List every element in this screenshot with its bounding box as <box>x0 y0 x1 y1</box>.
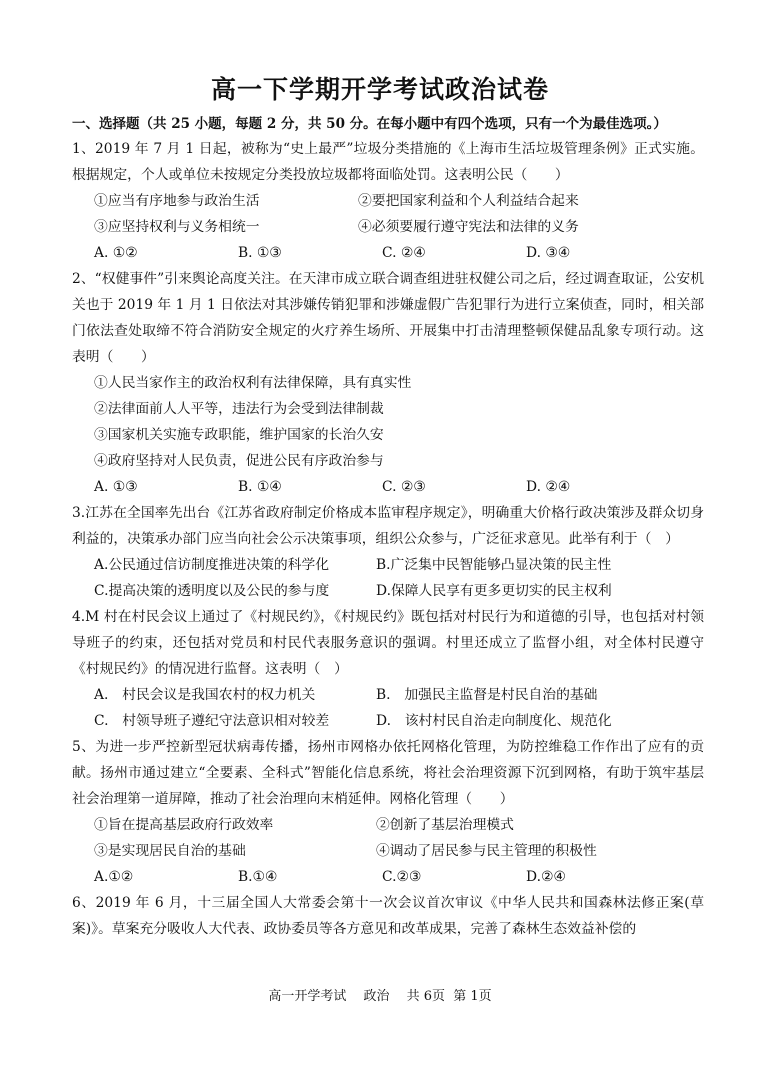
section-heading: 一、选择题（共 25 小题，每题 2 分，共 50 分。在每小题中有四个选项，只有一个为最佳选项。） <box>72 116 667 132</box>
statement-row <box>72 812 704 838</box>
question-1 <box>72 136 704 266</box>
question-stem: 5、为进一步严控新型冠状病毒传播，扬州市网格办依托网格化管理，为防控维稳工作作出了应有的贡献。扬州市通过建立“全要素、全科式”智能化信息系统，将社会治理资源下沉到网格，有助于筑牢基层社会治理第一道屏障，推动了社会治理向末梢延伸。网格化管理（ ） <box>72 739 704 807</box>
question-stem: 4.M 村在村民会议上通过了《村规民约》，《村规民约》既包括对村民行为和道德的引导，也包括对村领导班子的约束，还包括对党员和村民代表服务意识的强调。村里还成立了监督小组，对全体村民遵守《村规民约》的情况进行监督。这表明（ ） <box>72 609 704 677</box>
statement: ②要把国家利益和个人利益结合起来 <box>358 193 579 209</box>
page-title: 高一下学期开学考试政治试卷 <box>210 75 549 104</box>
statement: ④调动了居民参与民主管理的积极性 <box>376 843 597 859</box>
choice-b: B.①④ <box>238 869 278 885</box>
choice-row <box>72 474 704 500</box>
choice-a: A. ①② <box>94 245 138 261</box>
choice-a: A.①② <box>94 869 134 885</box>
choice-b: B. 加强民主监督是村民自治的基础 <box>376 687 598 703</box>
choice-b: B. ①③ <box>238 245 282 261</box>
statement-row <box>72 214 704 240</box>
question-4 <box>72 604 704 734</box>
statement-row <box>72 838 704 864</box>
choice-row <box>72 708 704 734</box>
question-list <box>72 136 704 942</box>
statement: ①应当有序地参与政治生活 <box>94 193 260 209</box>
choice-c: C.②③ <box>382 869 422 885</box>
question-stem: 6、2019 年 6 月，十三届全国人大常委会第十一次会议首次审议《中华人民共和国森林法修正案(草案)》。草案充分吸收人大代表、政协委员等各方意见和改革成果，完善了森林生态效益补偿的 <box>72 895 704 937</box>
choice-row <box>72 240 704 266</box>
statement: ④政府坚持对人民负责，促进公民有序政治参与 <box>94 453 384 469</box>
choice-b: B.广泛集中民智能够凸显决策的民主性 <box>376 557 612 573</box>
choice-a: A. ①③ <box>94 479 138 495</box>
choice-c: C. ②③ <box>382 479 426 495</box>
page-footer: 高一开学考试 政治 共 6页 第 1页 <box>268 989 492 1004</box>
statement: ④必须要履行遵守宪法和法律的义务 <box>358 219 579 235</box>
choice-b: B. ①④ <box>238 479 282 495</box>
choice-d: D. 该村村民自治走向制度化、规范化 <box>376 713 612 729</box>
statement-row <box>72 188 704 214</box>
statement: ③应坚持权利与义务相统一 <box>94 219 260 235</box>
choice-c: C. ②④ <box>382 245 426 261</box>
choice-c: C.提高决策的透明度以及公民的参与度 <box>94 583 330 599</box>
choice-row <box>72 552 704 578</box>
statement: ③国家机关实施专政职能，维护国家的长治久安 <box>94 427 384 443</box>
statement: ①旨在提高基层政府行政效率 <box>94 817 274 833</box>
choice-a: A. 村民会议是我国农村的权力机关 <box>94 687 316 703</box>
choice-d: D. ③④ <box>526 245 571 261</box>
choice-d: D.②④ <box>526 869 566 885</box>
statement: ③是实现居民自治的基础 <box>94 843 246 859</box>
statement: ②法律面前人人平等，违法行为会受到法律制裁 <box>94 401 384 417</box>
question-5 <box>72 734 704 890</box>
question-stem: 2、“权健事件”引来舆论高度关注。在天津市成立联合调查组进驻权健公司之后，经过调查取证，公安机关也于 2019 年 1 月 1 日依法对其涉嫌传销犯罪和涉嫌虚假广告犯罪行为进行立案侦查，同时，相关部门依法查处取缔不符合消防安全规定的火疗养生场所、开展集中打击清理整顿保健品乱象专项行动。这表明（ ） <box>72 271 704 365</box>
question-stem: 1、2019 年 7 月 1 日起，被称为“史上最严”垃圾分类措施的《上海市生活垃圾管理条例》正式实施。根据规定，个人或单位未按规定分类投放垃圾都将面临处罚。这表明公民（ ） <box>72 141 704 183</box>
choice-a: A.公民通过信访制度推进决策的科学化 <box>94 557 330 573</box>
choice-row <box>72 578 704 604</box>
question-3 <box>72 500 704 604</box>
question-6 <box>72 890 704 942</box>
question-stem: 3.江苏在全国率先出台《江苏省政府制定价格成本监审程序规定》，明确重大价格行政决策涉及群众切身利益的，决策承办部门应当向社会公示决策事项，组织公众参与，广泛征求意见。此举有利于（ ） <box>72 505 704 547</box>
choice-d: D. ②④ <box>526 479 571 495</box>
choice-row <box>72 682 704 708</box>
choice-row <box>72 864 704 890</box>
question-2 <box>72 266 704 500</box>
choice-c: C. 村领导班子遵纪守法意识相对较差 <box>94 713 330 729</box>
choice-d: D.保障人民享有更多更切实的民主权利 <box>376 583 612 599</box>
statement: ①人民当家作主的政治权利有法律保障，具有真实性 <box>94 375 412 391</box>
statement: ②创新了基层治理模式 <box>376 817 514 833</box>
